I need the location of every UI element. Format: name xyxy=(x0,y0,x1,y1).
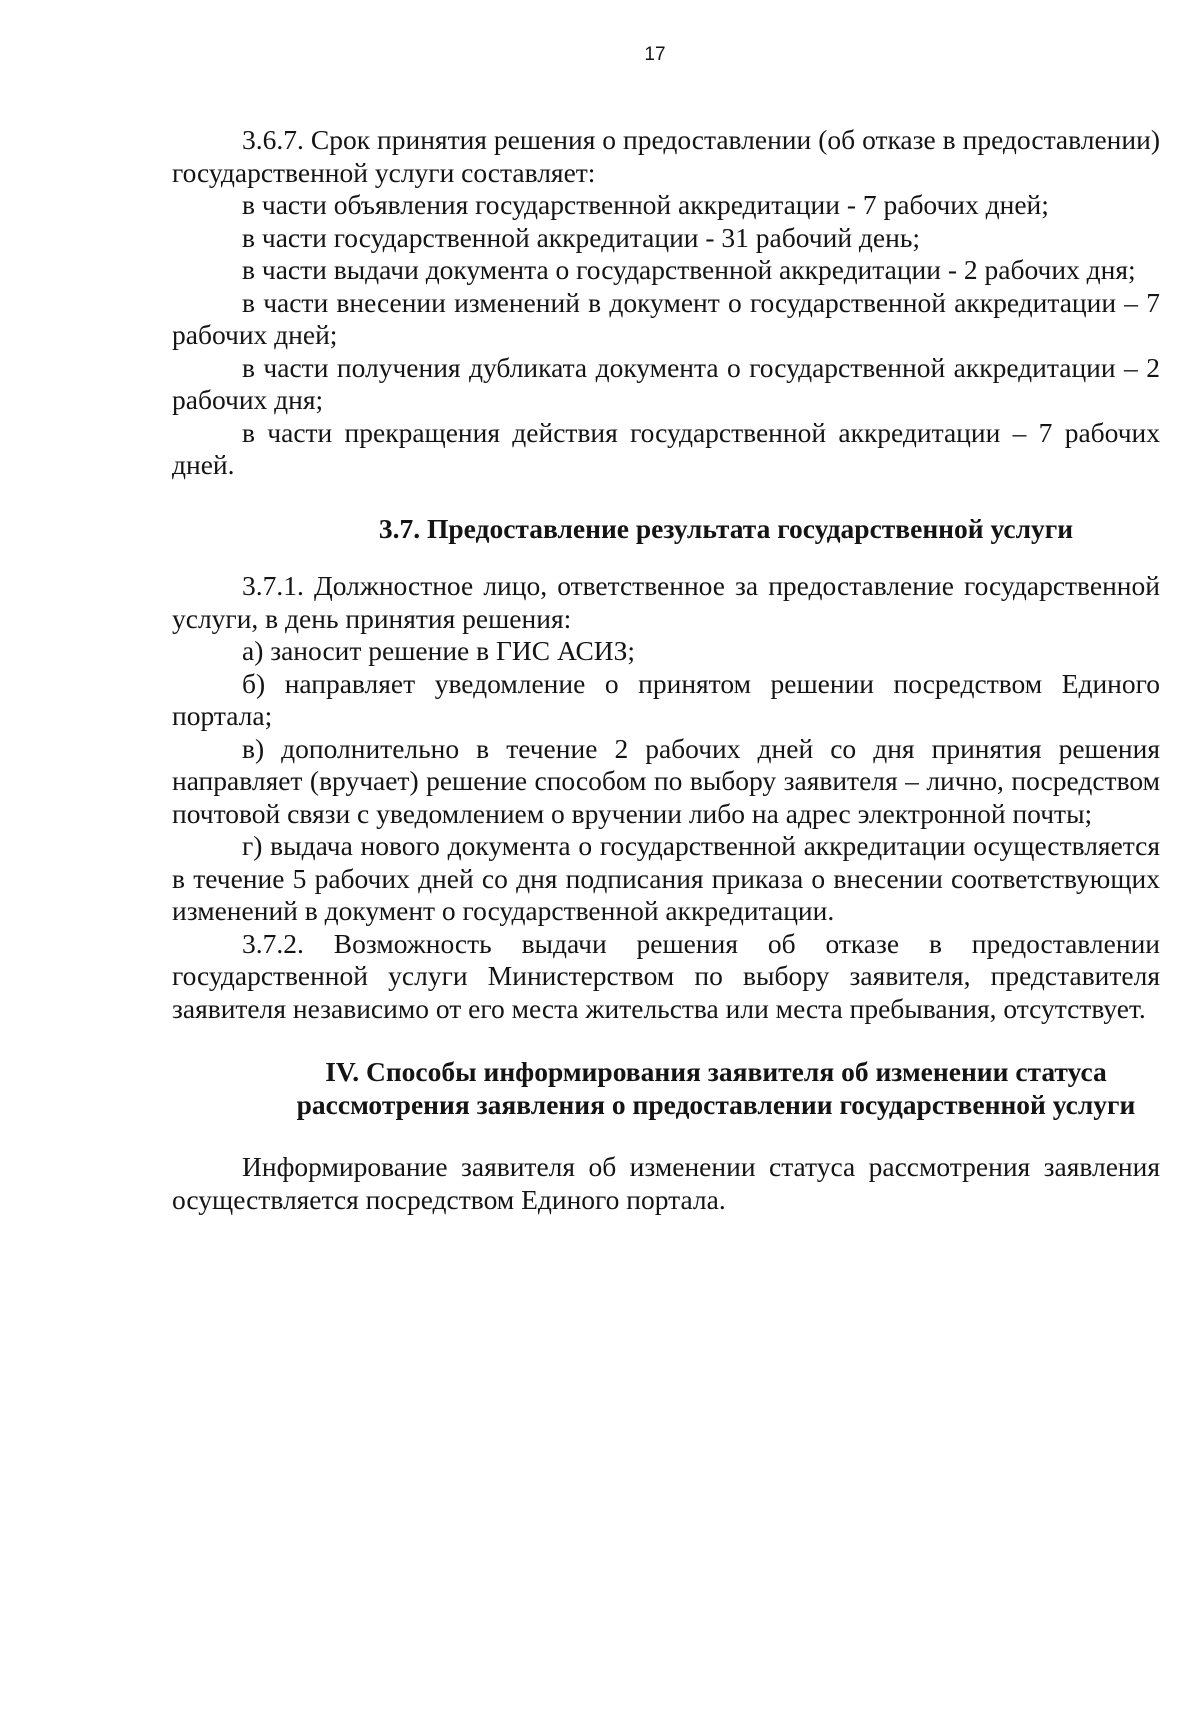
list-item: в части внесении изменений в документ о государственной аккредитации – 7 рабочих дней; xyxy=(172,286,1160,350)
list-item: в части прекращения действия государственной аккредитации – 7 рабочих дней. xyxy=(172,416,1160,480)
list-item: в части выдачи документа о государственной аккредитации - 2 рабочих дня; xyxy=(242,254,1136,285)
document-body xyxy=(172,124,1160,1216)
list-item: в части объявления государственной аккредитации - 7 рабочих дней; xyxy=(242,189,1049,220)
section-heading-iv xyxy=(172,1056,1160,1121)
paragraph-iv: Информирование заявителя об изменении статуса рассмотрения заявления осуществляется посредством Единого портала. xyxy=(172,1151,1160,1215)
section-heading-37: 3.7. Предоставление результата государственной услуги xyxy=(378,512,1074,544)
section-heading-iv-line1: IV. Способы информирования заявителя об изменении статуса xyxy=(325,1056,1107,1087)
paragraph-372: 3.7.2. Возможность выдачи решения об отказе в предоставлении государственной услуги Министерством по выбору заявителя, представителя заявителя независимо от его места жительства или места пребывания, отсутствует. xyxy=(172,927,1160,1024)
list-item: в) дополнительно в течение 2 рабочих дней со дня принятия решения направляет (вручает) решение способом по выбору заявителя – лично, посредством почтовой связи с уведомлением о вручении либо на адрес электронной почты; xyxy=(172,732,1160,829)
list-item: в части получения дубликата документа о государственной аккредитации – 2 рабочих дня; xyxy=(172,351,1160,415)
list-item: а) заносит решение в ГИС АСИЗ; xyxy=(242,635,636,666)
section-heading-iv-line2: рассмотрения заявления о предоставлении государственной услуги xyxy=(296,1088,1136,1120)
list-item: г) выдача нового документа о государственной аккредитации осуществляется в течение 5 рабочих дней со дня подписания приказа о внесении соответствующих изменений в документ о государственной аккредитации. xyxy=(172,830,1160,926)
paragraph-371: 3.7.1. Должностное лицо, ответственное за предоставление государственной услуги, в день принятия решения: xyxy=(172,570,1160,634)
list-item: б) направляет уведомление о принятом решении посредством Единого портала; xyxy=(172,667,1160,731)
paragraph-367: 3.6.7. Срок принятия решения о предоставлении (об отказе в предоставлении) государственной услуги составляет: xyxy=(172,124,1160,188)
page-number: 17 xyxy=(644,44,666,65)
list-item: в части государственной аккредитации - 31 рабочий день; xyxy=(242,221,921,253)
